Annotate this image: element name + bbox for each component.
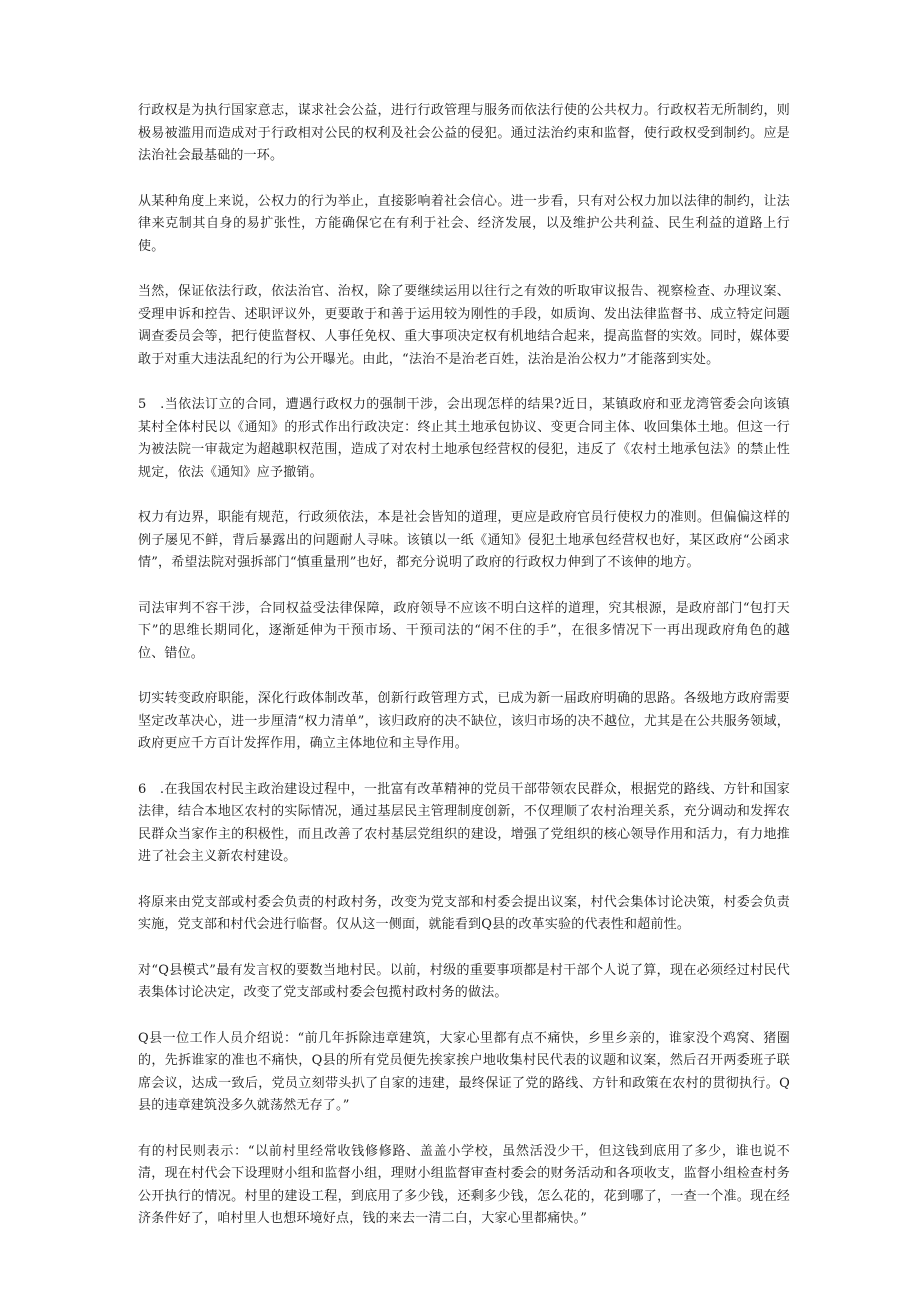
paragraph-8: 6 .在我国农村民主政治建设过程中，一批富有改革精神的党员干部带领农民群众，根据党的路线、方针和国家法律，结合本地区农村的实际情况，通过基层民主管理制度创新，不仅理顺了农村治理关系，充分调动和发挥农民群众当家作主的积极性，而且改善了农村基层党组织的建设，增强了党组织的核心领导作用和活力，有力地推进了社会主义新农村建设。 bbox=[138, 781, 790, 864]
paragraph-2: 从某种角度上来说，公权力的行为举止，直接影响着社会信心。进一步看，只有对公权力加以法律的制约，让法律来克制其自身的易扩张性，方能确保它在有利于社会、经济发展，以及维护公共利益、民生利益的道路上行使。 bbox=[138, 193, 790, 254]
paragraph-9: 将原来由党支部或村委会负责的村政村务，改变为党支部和村委会提出议案，村代会集体讨论决策，村委会负责实施，党支部和村代会进行临督。仅从这一侧面，就能看到Q县的改革实验的代表性和超前性。 bbox=[138, 894, 790, 932]
paragraph-12: 有的村民则表示：“以前村里经常收钱修修路、盖盖小学校，虽然活没少干，但这钱到底用了多少，谁也说不清，现在村代会下设理财小组和监督小组，理财小组监督审查村委会的财务活动和各项收支，监督小组检查村务公开执行的情况。村里的建设工程，到底用了多少钱，还剩多少钱，怎么花的，花到哪了，一查一个准。现在经济条件好了，咱村里人也想环境好点，钱的来去一清二白，大家心里都痛快。” bbox=[138, 1143, 790, 1226]
paragraph-3: 当然，保证依法行政，依法治官、治权，除了要继续运用以往行之有效的听取审议报告、视察检查、办理议案、受理申诉和控告、述职评议外，更要敢于和善于运用较为刚性的手段，如质询、发出法律监督书、成立特定问题调查委员会等，把行使监督权、人事任免权、重大事项决定权有机地结合起来，提高监督的实效。同时，媒体要敢于对重大违法乱纪的行为公开曝光。由此，“法治不是治老百姓，法治是治公权力”才能落到实处。 bbox=[138, 284, 790, 367]
paragraph-10: 对“Q县模式”最有发言权的要数当地村民。以前，村级的重要事项都是村干部个人说了算，现在必须经过村民代表集体讨论决定，改变了党支部或村委会包揽村政村务的做法。 bbox=[138, 962, 790, 1000]
paragraph-5: 权力有边界，职能有规范，行政须依法，本是社会皆知的道理，更应是政府官员行使权力的准则。但偏偏这样的例子屡见不鲜，背后暴露出的问题耐人寻味。该镇以一纸《通知》侵犯土地承包经营权也好，某区政府“公函求情”，希望法院对强拆部门“慎重量刑”也好，都充分说明了政府的行政权力伸到了不该伸的地方。 bbox=[138, 510, 790, 570]
paragraph-4: 5 .当依法订立的合同，遭遇行政权力的强制干涉，会出现怎样的结果?近日，某镇政府和亚龙湾管委会向该镇某村全体村民以《通知》的形式作出行政决定：终止其土地承包协议、变更合同主体、收回集体土地。但这一行为被法院一审裁定为超越职权范围，造成了对农村土地承包经营权的侵犯，违反了《农村土地承包法》的禁止性规定，依法《通知》应予撤销。 bbox=[138, 397, 790, 480]
paragraph-1: 行政权是为执行国家意志，谋求社会公益，进行行政管理与服务而依法行使的公共权力。行政权若无所制约，则极易被滥用而造成对于行政相对公民的权利及社会公益的侵犯。通过法治约束和监督，使行政权受到制约。应是法治社会最基础的一环。 bbox=[138, 103, 790, 163]
paragraph-7: 切实转变政府职能，深化行政体制改革，创新行政管理方式，已成为新一届政府明确的思路。各级地方政府需要坚定改革决心，进一步厘清“权力清单”，该归政府的决不缺位，该归市场的决不越位，尤其是在公共服务领域，政府更应千方百计发挥作用，确立主体地位和主导作用。 bbox=[138, 691, 790, 751]
document-body bbox=[138, 100, 790, 1254]
paragraph-11: Q县一位工作人员介绍说：“前几年拆除违章建筑，大家心里都有点不痛快，乡里乡亲的，谁家没个鸡窝、猪圈的，先拆谁家的准也不痛快，Q县的所有党员便先挨家挨户地收集村民代表的议题和议案，然后召开两委班子联席会议，达成一致后，党员立刻带头扒了自家的违建，最终保证了党的路线、方针和政策在农村的贯彻执行。Q县的违章建筑没多久就荡然无存了。” bbox=[138, 1030, 790, 1113]
paragraph-6: 司法审判不容干涉，合同权益受法律保障，政府领导不应该不明白这样的道理，究其根源，是政府部门“包打天下”的思维长期同化，逐渐延伸为干预市场、干预司法的“闲不住的手”，在很多情况下一再出现政府角色的越位、错位。 bbox=[138, 600, 790, 661]
